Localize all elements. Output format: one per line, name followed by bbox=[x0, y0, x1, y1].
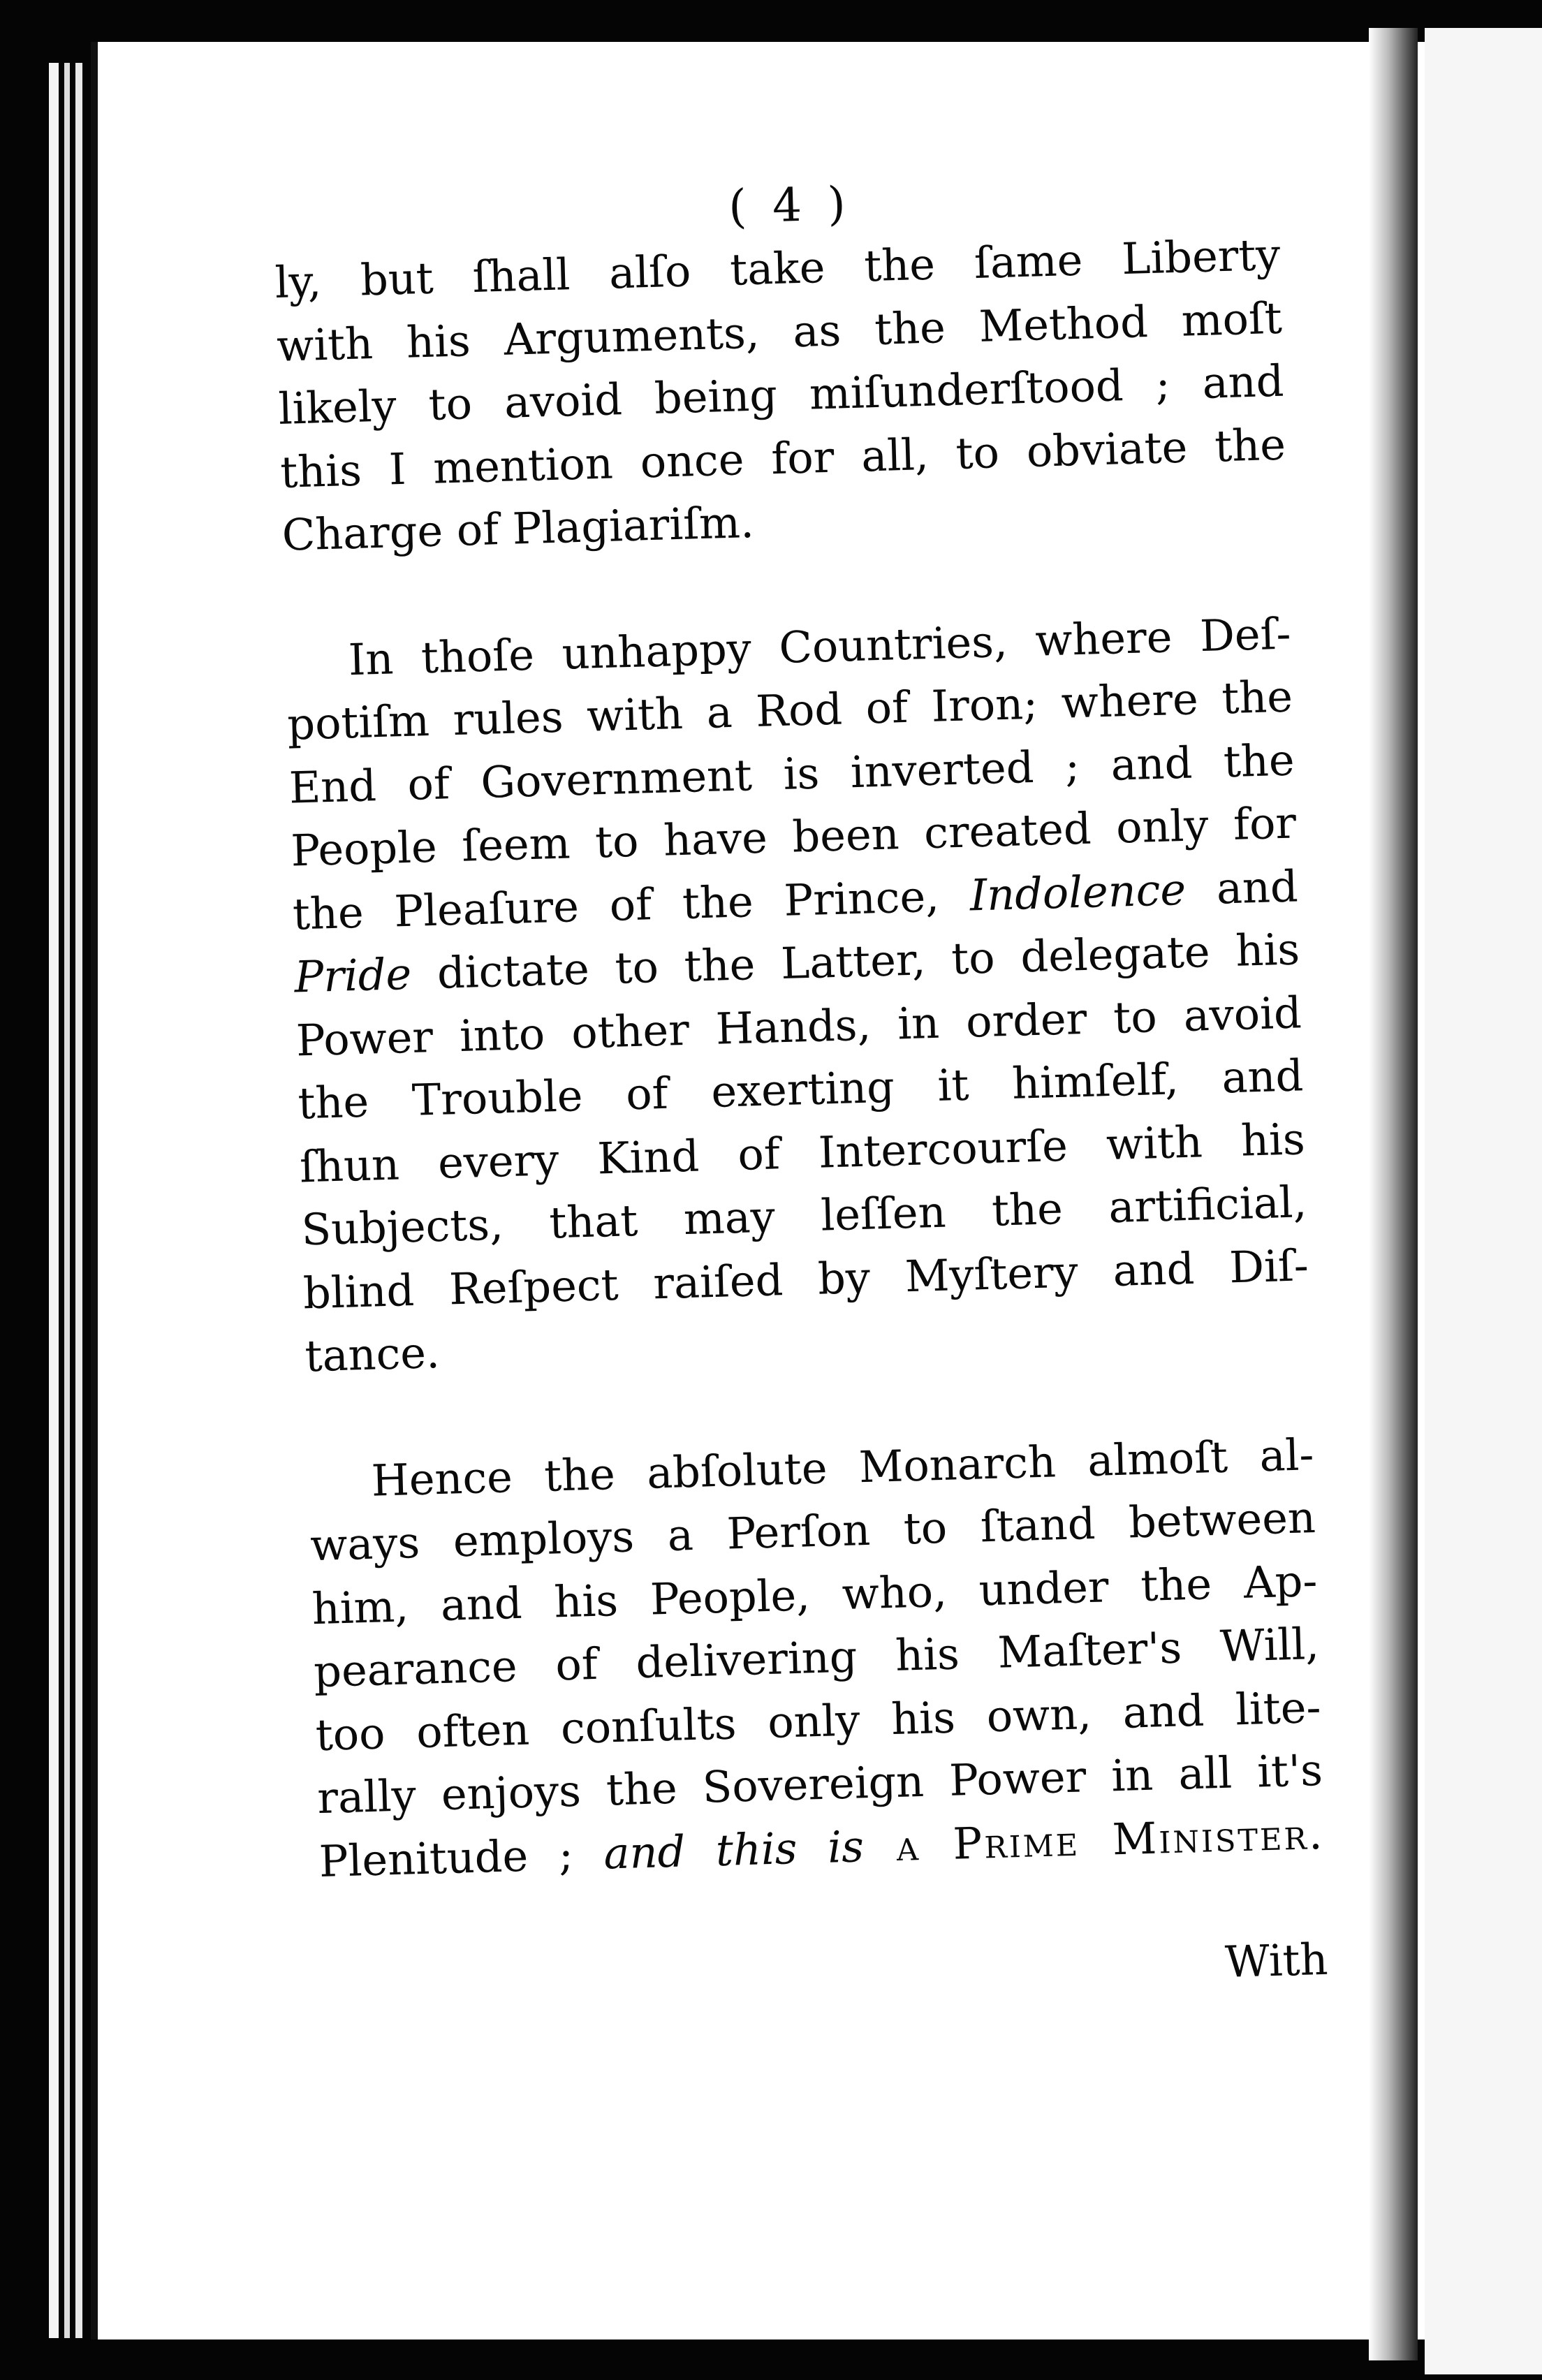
small-caps-phrase: a Prime Minister. bbox=[862, 1807, 1326, 1872]
text-line: tance. bbox=[304, 1326, 441, 1382]
page-edge bbox=[64, 63, 70, 2338]
text-line: Pride dictate to the Latter, to delegate his bbox=[293, 923, 1300, 1003]
text-line: this I mention once for all, to obviate the bbox=[279, 418, 1286, 498]
text-line: likely to avoid being miſunderſtood ; and bbox=[277, 355, 1285, 434]
text-line: Plenitude ; and this is a Prime Minister. bbox=[318, 1807, 1326, 1887]
text-line: the Trouble of exerting it himſelf, and bbox=[297, 1050, 1305, 1129]
facing-page-edge bbox=[1425, 28, 1542, 2374]
italic-word: Indolence bbox=[969, 863, 1187, 920]
text-line: ſhun every Kind of Intercourſe with his bbox=[299, 1112, 1306, 1192]
text-line: ways employs a Perſon to ſtand between bbox=[309, 1492, 1316, 1571]
text-line: Power into other Hands, in order to avoid bbox=[295, 986, 1302, 1066]
text-line: with his Arguments, as the Method moſt bbox=[276, 292, 1283, 372]
text-line: the Pleaſure of the Prince, Indolence and bbox=[291, 860, 1299, 940]
text-line: Charge of Plagiariſm. bbox=[281, 496, 755, 561]
text-line: Hence the abſolute Monarch almoſt al- bbox=[370, 1428, 1315, 1506]
italic-phrase: and this is bbox=[603, 1820, 865, 1879]
gutter-shadow bbox=[1369, 28, 1418, 2360]
text-line: Subjects, that may leſſen the artificial, bbox=[300, 1176, 1308, 1256]
paragraph-2-body bbox=[286, 666, 1311, 1388]
text-line: rally enjoys the Sovereign Power in all it's bbox=[316, 1744, 1323, 1824]
text-line: pearance of delivering his Maſter's Will, bbox=[313, 1617, 1320, 1698]
text-line: blind Reſpect raiſed by Myſtery and Diſ- bbox=[302, 1239, 1309, 1318]
paragraph-1 bbox=[274, 223, 1288, 568]
text-line: too often conſults only his own, and lite- bbox=[314, 1681, 1322, 1761]
italic-word: Pride bbox=[293, 948, 413, 1003]
text-line: him, and his People, who, under the Ap- bbox=[311, 1555, 1319, 1634]
text-line: In thoſe unhappy Countries, where Deſ- bbox=[347, 608, 1292, 685]
catchword: With bbox=[1224, 1933, 1329, 1988]
page-edge bbox=[75, 63, 82, 2338]
page-text bbox=[272, 161, 1329, 2020]
text-line: End of Government is inverted ; and the bbox=[288, 733, 1295, 814]
text-line: People ſeem to have been created only for bbox=[290, 797, 1297, 876]
page-edge bbox=[49, 63, 59, 2338]
text-line: ly, but ſhall alſo take the ſame Liberty bbox=[274, 228, 1282, 308]
text-line: potiſm rules with a Rod of Iron; where the bbox=[286, 670, 1293, 750]
page-number: ( 4 ) bbox=[728, 176, 852, 234]
paragraph-3 bbox=[307, 1423, 1325, 1893]
